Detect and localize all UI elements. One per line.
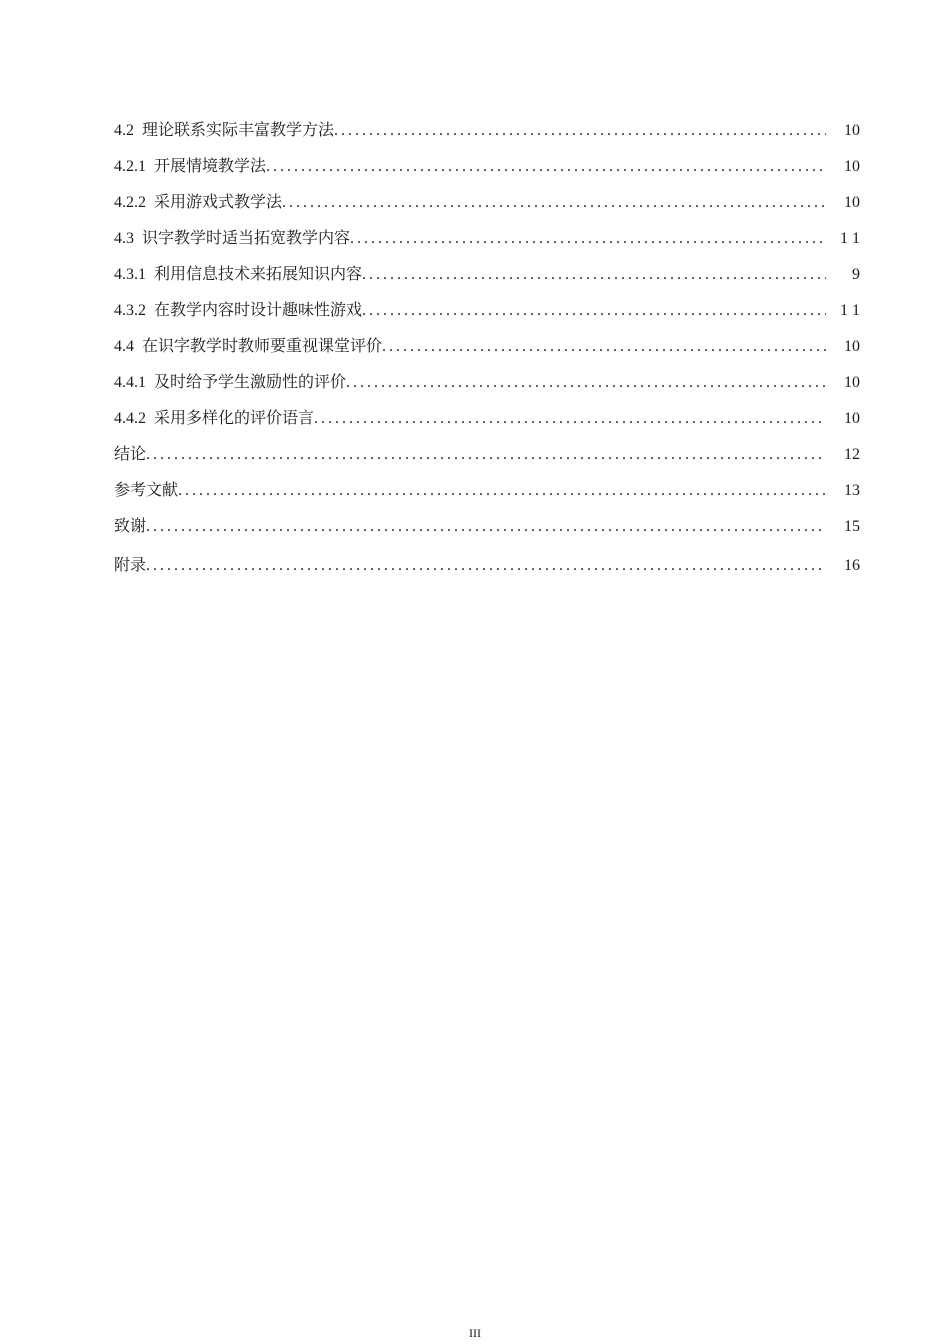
toc-entry-title: 致谢 [114, 516, 147, 535]
toc-entry-page: 10 [844, 158, 860, 175]
toc-entry-number: 4.2.1 [114, 158, 146, 175]
dot-leader [146, 554, 826, 578]
toc-entry-page: 10 [844, 194, 860, 211]
dot-leader [362, 263, 826, 287]
toc-entry-page: 9 [852, 266, 860, 283]
dot-leader [282, 191, 826, 215]
dot-leader [362, 299, 826, 323]
toc-entry-number: 4.4.2 [114, 410, 146, 427]
toc-entry-title: 采用多样化的评价语言 [154, 408, 315, 427]
toc-entry-4-4-2[interactable] [114, 406, 860, 442]
toc-entry-number: 4.4.1 [114, 374, 146, 391]
toc-entry-title: 理论联系实际丰富教学方法 [142, 120, 335, 139]
toc-entry-title: 采用游戏式教学法 [154, 192, 283, 211]
toc-entry-number: 4.2.2 [114, 194, 146, 211]
dot-leader [314, 407, 826, 431]
toc-entry-4-3-2[interactable] [114, 298, 860, 334]
toc-entry-number: 4.3.1 [114, 266, 146, 283]
toc-entry-title: 及时给予学生激励性的评价 [154, 372, 347, 391]
dot-leader [146, 515, 826, 539]
toc-entry-4-2-1[interactable] [114, 154, 860, 190]
toc-entry-page: 10 [844, 338, 860, 355]
toc-entry-page: 16 [844, 557, 860, 574]
toc-entry-title: 识字教学时适当拓宽教学内容 [142, 228, 351, 247]
dot-leader [350, 227, 826, 251]
toc-entry-page: 10 [844, 122, 860, 139]
toc-entry-title: 附录 [114, 555, 147, 574]
toc-entry-4-3-1[interactable] [114, 262, 860, 298]
dot-leader [146, 443, 826, 467]
toc-entry-references[interactable] [114, 478, 860, 514]
toc-entry-title: 在识字教学时教师要重视课堂评价 [142, 336, 383, 355]
dot-leader [346, 371, 826, 395]
toc-entry-page: 15 [844, 518, 860, 535]
toc-entry-conclusion[interactable] [114, 442, 860, 478]
dot-leader [334, 119, 826, 143]
toc-entry-4-4[interactable] [114, 334, 860, 370]
toc-entry-title: 结论 [114, 444, 147, 463]
toc-entry-page: 13 [844, 482, 860, 499]
toc-entry-number: 4.3.2 [114, 302, 146, 319]
toc-entry-page: 1 1 [840, 302, 860, 319]
toc-entry-page: 12 [844, 446, 860, 463]
dot-leader [382, 335, 826, 359]
toc-entry-title: 开展情境教学法 [154, 156, 267, 175]
dot-leader [178, 479, 826, 503]
toc-entry-page: 1 1 [840, 230, 860, 247]
toc-entry-number: 4.3 [114, 230, 134, 247]
page-number: III [469, 1326, 481, 1340]
toc-entry-appendix[interactable] [114, 553, 860, 589]
toc-entry-4-4-1[interactable] [114, 370, 860, 406]
toc-entry-title: 利用信息技术来拓展知识内容 [154, 264, 363, 283]
toc-entry-4-2-2[interactable] [114, 190, 860, 226]
toc-entry-acknowledgements[interactable] [114, 514, 860, 550]
table-of-contents [114, 118, 860, 589]
toc-entry-number: 4.4 [114, 338, 134, 355]
toc-entry-page: 10 [844, 410, 860, 427]
toc-entry-title: 参考文献 [114, 480, 179, 499]
toc-entry-4-2[interactable] [114, 118, 860, 154]
toc-entry-4-3[interactable] [114, 226, 860, 262]
toc-entry-number: 4.2 [114, 122, 134, 139]
dot-leader [266, 155, 826, 179]
toc-entry-title: 在教学内容时设计趣味性游戏 [154, 300, 363, 319]
toc-entry-page: 10 [844, 374, 860, 391]
